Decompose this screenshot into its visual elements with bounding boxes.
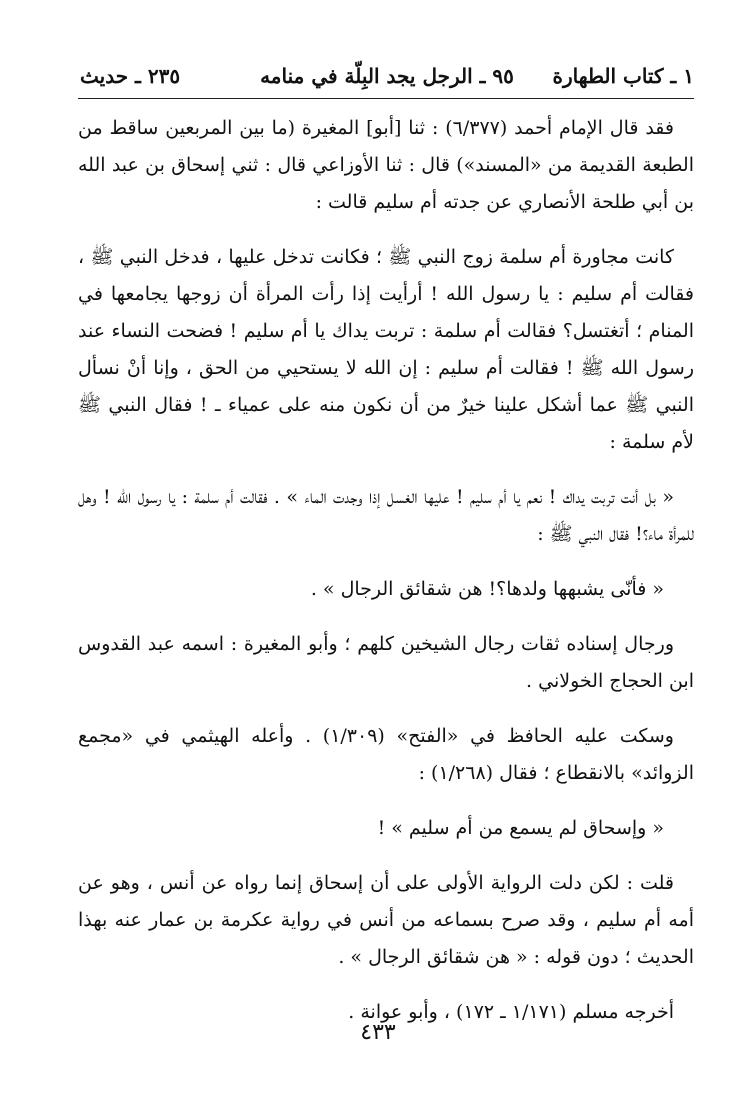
paragraph-narrators: ورجال إسناده ثقات رجال الشيخين كلهم ؛ وأبو المغيرة : اسمه عبد القدوس ابن الحجاج الخولاني . xyxy=(78,633,694,692)
header-hadith-number: ٢٣٥ ـ حديث xyxy=(80,64,181,88)
paragraph-quote-haythami: « وإسحاق لم يسمع من أم سليم » ! xyxy=(377,817,664,839)
paragraph-commentary: وسكت عليه الحافظ في «الفتح» (١/٣٠٩) . وأعله الهيثمي في «مجمع الزوائد» بالانقطاع ؛ فقال (١/٢٦٨) : xyxy=(78,725,694,784)
paragraph-quote: « فأنّى يشبهها ولدها؟! هن شقائق الرجال » . xyxy=(310,578,664,600)
page-body xyxy=(78,110,694,1049)
running-header xyxy=(80,62,694,96)
header-divider xyxy=(78,98,694,99)
page-number: ٤٣٣ xyxy=(360,1020,396,1045)
paragraph-hadith-text: كانت مجاورة أم سلمة زوج النبي ﷺ ؛ فكانت تدخل عليها ، فدخل النبي ﷺ ، فقالت أم سليم : يا رسول الله ! أرأيت إذا رأت المرأة أن زوجها يجامعها في المنام ؛ أتغتسل؟ فقالت أم سلمة : تربت يداك يا أم سليم ! فضحت النساء عند رسول الله ﷺ ! فقالت أم سليم : إن الله لا يستحيي من الحق ، وإنا أنْ نسأل النبي ﷺ عما أشكل علينا خيرٌ من أن نكون منه على عمياء ـ ! فقال النبي ﷺ لأم سلمة : xyxy=(78,246,694,453)
header-chapter-title: ٩٥ ـ الرجل يجد البِلّة في منامه xyxy=(260,64,514,88)
paragraph-takhrij: أخرجه مسلم (١/١٧١ ـ ١٧٢) ، وأبو عوانة . xyxy=(348,1001,674,1023)
header-book-title: ١ ـ كتاب الطهارة xyxy=(552,64,694,88)
paragraph-author-note: قلت : لكن دلت الرواية الأولى على أن إسحاق إنما رواه عن أنس ، وهو عن أمه أم سليم ، وقد صرح بسماعه من أنس في رواية عكرمة بن عمار عنه بهذا الحديث ؛ دون قوله : « هن شقائق الرجال » . xyxy=(78,872,694,968)
paragraph-isnad: فقد قال الإمام أحمد (٦/٣٧٧) : ثنا [أبو] المغيرة (ما بين المربعين ساقط من الطبعة القديمة من «المسند») قال : ثنا الأوزاعي قال : ثني إسحاق بن عبد الله بن أبي طلحة الأنصاري عن جدته أم سليم قالت : xyxy=(78,117,694,213)
paragraph-hadith-continuation: « بل أنت تربت يداك ! نعم يا أم سليم ! عليها الغسل إذا وجدت الماء » . فقالت أم سلمة : يا رسول الله ! وهل للمرأة ماء؟! فقال النبي ﷺ : xyxy=(78,486,694,545)
